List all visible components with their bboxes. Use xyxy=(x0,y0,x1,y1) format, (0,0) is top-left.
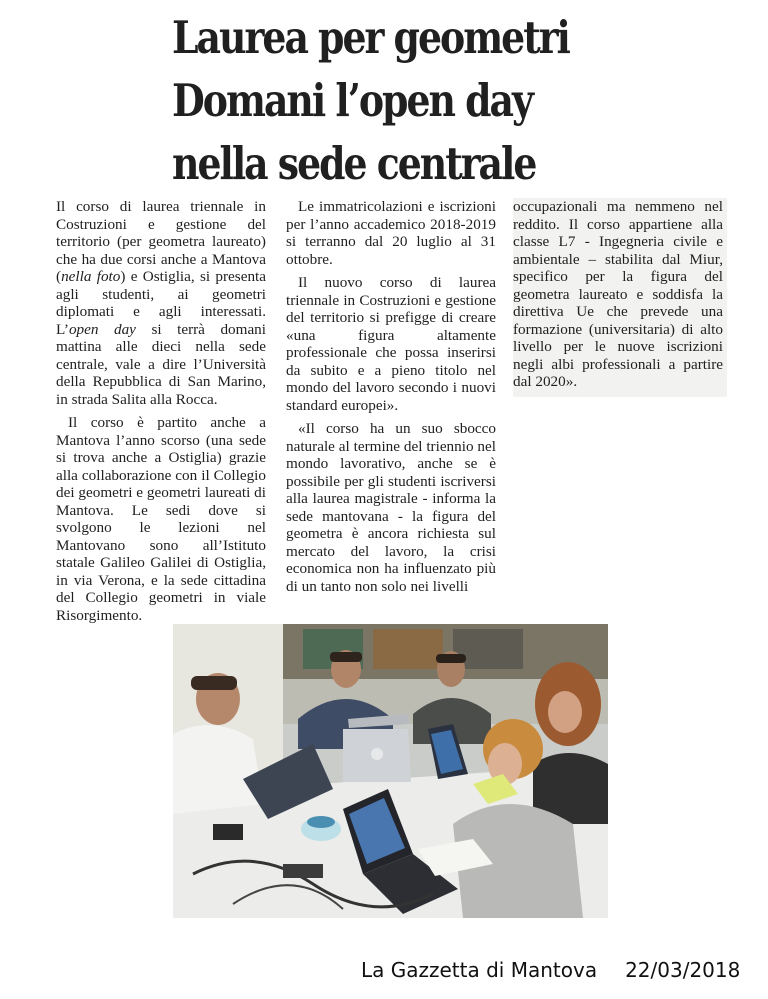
column-2-paragraph-1: Le immatricolazioni e iscrizioni per l’anno accademico 2018-2019 si terranno dal 20 luglio al 31 ottobre. xyxy=(286,198,496,268)
column-3-paragraph-1: occupazionali ma nemmeno nel reddito. Il corso appartiene alla classe L7 - Ingegneria civile e ambientale – stabilita dal Miur, specifico per la figura del geometra laureato e soddisfa la direttiva Ue che prevede una formazione (universitaria) di alto livello per le nuove iscrizioni negli albi professionali a partire dal 2020». xyxy=(513,198,723,390)
headline-line-3: nella sede centrale xyxy=(172,137,536,190)
article-column-2 xyxy=(286,198,496,601)
headline-line-1: Laurea per geometri xyxy=(172,11,569,64)
article-photo xyxy=(173,624,608,918)
publication-date: 22/03/2018 xyxy=(625,958,741,982)
students-at-laptops-illustration xyxy=(173,624,608,918)
column-2-paragraph-2: Il nuovo corso di laurea triennale in Costruzioni e gestione del territorio si prefigge di creare «una figura altamente professionale che possa inserirsi da subito e a pieno titolo nel mondo del lavoro secondo i nuovi standard europei». xyxy=(286,274,496,414)
column-2-paragraph-3: «Il corso ha un suo sbocco naturale al termine del triennio nel mondo lavorativo, anche se è possibile per gli studenti iscriversi alla laurea magistrale - informa la sede mantovana - la figura del geometra è ancora richiesta sul mercato del lavoro, la crisi economica non ha influenzato più di un tanto non solo nei livelli xyxy=(286,420,496,595)
article-column-3 xyxy=(513,198,727,397)
article-column-1 xyxy=(56,198,266,630)
text-run: si terrà domani mattina alle dieci nella sede centrale, vale a dire l’Università della Repubblica di San Marino, in strada Salita alla Rocca. xyxy=(56,320,266,408)
text-run: Il corso di laurea triennale in Costruzioni e gestione del territorio (per geometra laureato) che ha due corsi anche a Mantova ( xyxy=(56,198,266,285)
headline-line-2: Domani l’open day xyxy=(172,74,532,127)
text-run: ) e Ostiglia, si presenta agli studenti, ai geometri diplomati e agli interessati. L’ xyxy=(56,268,267,338)
italic-run: nella foto xyxy=(61,268,121,285)
source-caption xyxy=(361,958,740,982)
column-1-paragraph-2: Il corso è partito anche a Mantova l’anno scorso (una sede si trova anche a Ostiglia) grazie alla collaborazione con il Collegio dei geometri e geometri laureati di Mantova. Le sedi dove si svolgono le lezioni nel Mantovano sono all’Istituto statale Galileo Galilei di Ostiglia, in via Verona, e la sede cittadina del Collegio geometri in viale Risorgimento. xyxy=(56,414,266,624)
italic-run: open day xyxy=(68,320,136,338)
article-headline xyxy=(172,6,692,195)
publication-name: La Gazzetta di Mantova xyxy=(361,958,598,982)
column-1-paragraph-1 xyxy=(56,198,266,408)
